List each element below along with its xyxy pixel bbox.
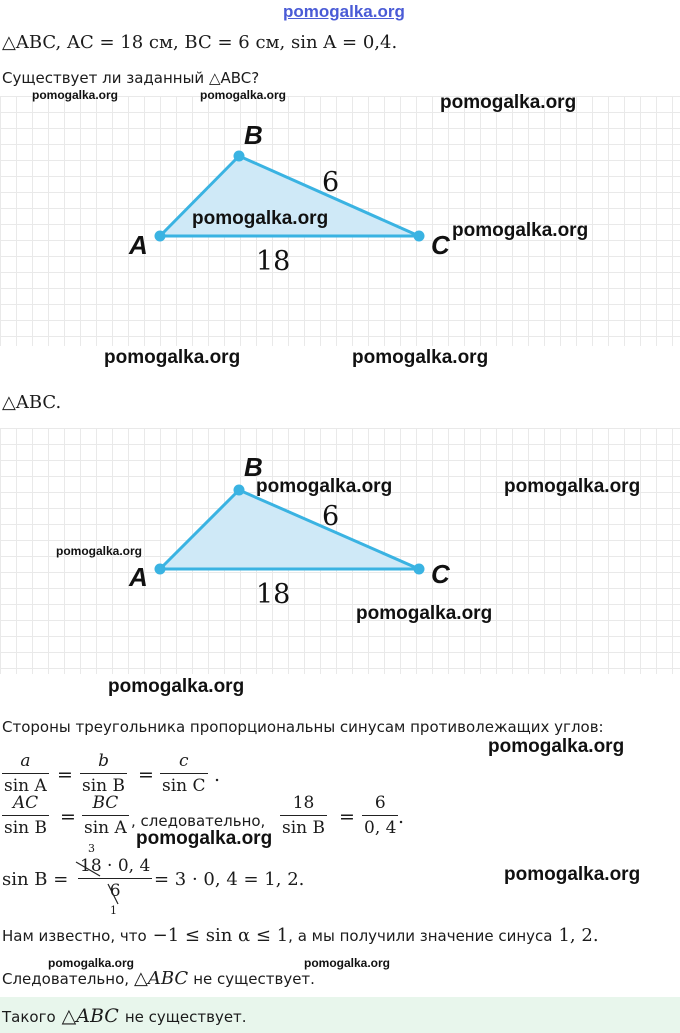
watermark: pomogalka.org [440, 92, 577, 113]
answer-triangle: △ABC [61, 1005, 119, 1027]
problem-question: Существует ли заданный △ABC? [2, 69, 260, 87]
known-mid: , а мы получили значение синуса [288, 927, 553, 945]
watermark: pomogalka.org [504, 864, 641, 885]
answer-suffix: не существует. [124, 1008, 247, 1026]
fraction-bc-sin-a [82, 793, 129, 838]
numerator: 18 [292, 793, 315, 813]
equals-sign: = [339, 806, 355, 828]
equals-sign: = [60, 806, 76, 828]
figure-caption: △ABC. [2, 392, 62, 413]
conclusion-suffix: не существует. [193, 970, 315, 988]
fraction-b-sin-b [80, 751, 127, 796]
vertex-label-a: A [129, 230, 148, 260]
therefore-text: , следовательно, [131, 812, 266, 830]
problem-given: △ABC, AC = 18 см, BC = 6 см, sin A = 0,4. [2, 32, 398, 53]
vertex-point-a [155, 231, 166, 242]
conclusion-line [2, 968, 315, 989]
denominator: sin B [282, 818, 326, 838]
conclusion-prefix: Следовательно, [2, 970, 130, 988]
known-prefix: Нам известно, что [2, 927, 147, 945]
watermark: pomogalka.org [32, 88, 119, 102]
watermark: pomogalka.org [352, 347, 489, 368]
period: . [398, 806, 405, 828]
fraction-a-sin-a [2, 751, 49, 796]
answer-line [2, 1005, 247, 1027]
sin-b-rhs: = 3 · 0, 4 = 1, 2. [154, 869, 305, 890]
watermark: pomogalka.org [200, 88, 287, 102]
numerator: 18 · 0, 4 [80, 856, 151, 876]
vertex-point-b [234, 485, 245, 496]
vertex-point-a [155, 564, 166, 575]
fraction-c-sin-c [160, 751, 208, 796]
denominator: 6 [109, 881, 121, 901]
watermark: pomogalka.org [56, 544, 143, 558]
numerator: a [20, 751, 31, 771]
vertex-label-c: C [431, 230, 450, 260]
fraction-18-sin-b [280, 793, 327, 838]
vertex-label-c: C [431, 559, 450, 589]
side-label-bc: 6 [322, 501, 340, 532]
cancel-bottom-number: 1 [110, 904, 117, 917]
vertex-label-a: A [129, 562, 148, 592]
denominator: sin A [4, 776, 47, 796]
denominator: sin C [162, 776, 206, 796]
watermark: pomogalka.org [192, 208, 329, 229]
side-label-ac: 18 [256, 579, 291, 610]
denominator: 0, 4 [364, 818, 397, 838]
side-label-ac: 18 [256, 246, 291, 277]
watermark: pomogalka.org [304, 956, 391, 970]
watermark: pomogalka.org [108, 676, 245, 697]
fraction-6-0-4 [362, 793, 398, 838]
sin-b-lhs: sin B = [2, 869, 69, 890]
period: . [214, 764, 221, 786]
numerator: AC [12, 793, 39, 813]
denominator: sin B [82, 776, 126, 796]
sine-value: 1, 2. [558, 925, 599, 946]
watermark: pomogalka.org [452, 220, 589, 241]
numerator: b [98, 751, 109, 771]
vertex-point-c [414, 231, 425, 242]
watermark: pomogalka.org [356, 603, 493, 624]
side-label-bc: 6 [322, 167, 340, 198]
numerator: 6 [374, 793, 386, 813]
law-of-sines-text: Стороны треугольника пропорциональны синусам противолежащих углов: [2, 718, 604, 736]
fraction-ac-sin-b [2, 793, 49, 838]
answer-box [0, 997, 680, 1033]
watermark: pomogalka.org [136, 828, 273, 849]
denominator: sin A [84, 818, 127, 838]
cancel-top-number: 3 [88, 842, 95, 855]
watermark: pomogalka.org [104, 347, 241, 368]
known-range-line [2, 925, 599, 946]
equals-sign: = [138, 764, 154, 786]
watermark: pomogalka.org [488, 736, 625, 757]
watermark: pomogalka.org [256, 476, 393, 497]
numerator: c [179, 751, 189, 771]
answer-prefix: Такого [2, 1008, 56, 1026]
vertex-label-b: B [244, 120, 263, 150]
watermark: pomogalka.org [48, 956, 135, 970]
watermark: pomogalka.org [504, 476, 641, 497]
denominator: sin B [4, 818, 48, 838]
sine-range: −1 ≤ sin α ≤ 1 [152, 925, 289, 946]
vertex-point-c [414, 564, 425, 575]
numerator: BC [92, 793, 119, 813]
equals-sign: = [57, 764, 73, 786]
vertex-label-b: B [244, 452, 263, 482]
site-header-link[interactable]: pomogalka.org [283, 2, 405, 21]
vertex-point-b [234, 151, 245, 162]
conclusion-triangle: △ABC [134, 968, 189, 989]
triangle-shape [160, 490, 419, 569]
